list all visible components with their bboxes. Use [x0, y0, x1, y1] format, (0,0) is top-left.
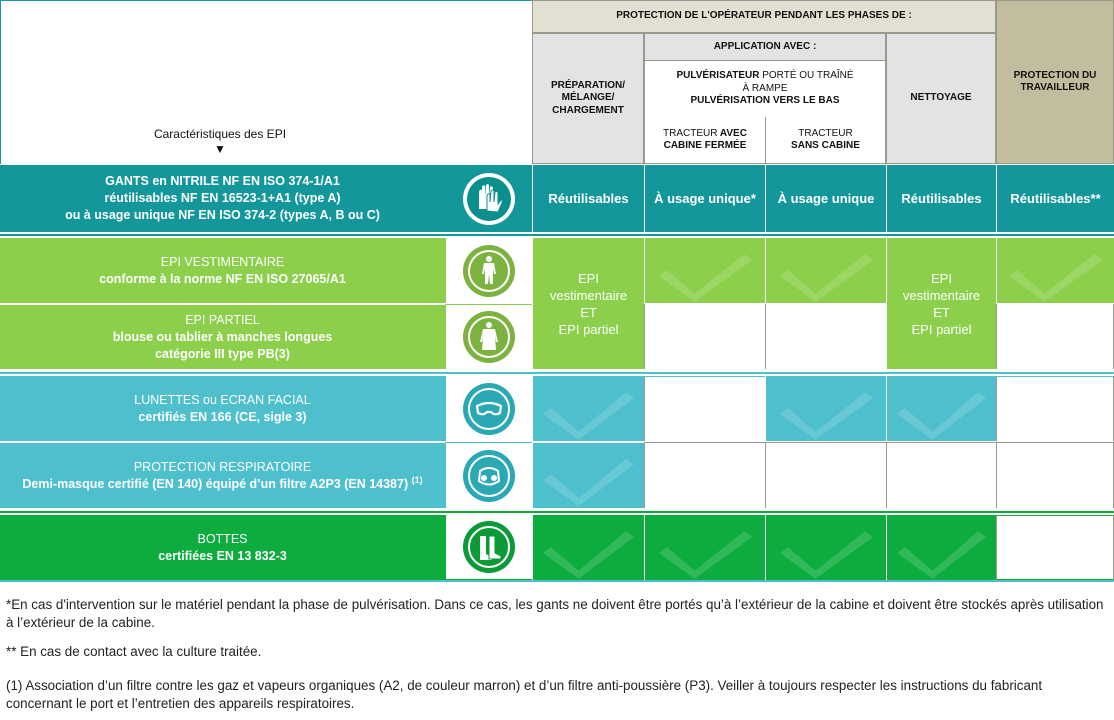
row-partiel-title: EPI PARTIEL blouse ou tablier à manches longues catégorie III type PB(3)	[0, 304, 445, 369]
separator-line	[0, 372, 1114, 374]
vestimentaire-tracteur-avec	[644, 238, 765, 303]
gants-preparation: Réutilisables	[532, 165, 644, 232]
respiratoire-tracteur-avec	[644, 442, 765, 508]
lunettes-travailleur	[996, 376, 1114, 441]
header-application-avec: APPLICATION AVEC :	[644, 33, 886, 61]
check-icon	[887, 376, 996, 441]
check-icon	[645, 515, 765, 580]
header-tracteur-sans-cabine: TRACTEUR SANS CABINE	[765, 117, 886, 164]
header-tracteur-avec-cabine: TRACTEUR AVEC CABINE FERMÉE	[644, 117, 765, 164]
partiel-tracteur-avec	[644, 304, 765, 369]
header-pulverisateur: PULVÉRISATEUR PORTÉ OU TRAÎNÉ À RAMPE PULVÉRISATION VERS LE BAS	[644, 61, 886, 117]
apron-icon	[463, 311, 515, 363]
bottes-nettoyage	[886, 515, 996, 580]
coverall-icon	[463, 245, 515, 297]
row-lunettes-icon-cell	[445, 376, 532, 441]
bottes-tracteur-avec	[644, 515, 765, 580]
check-icon	[533, 443, 644, 508]
gants-tracteur-avec: À usage unique*	[644, 165, 765, 232]
lunettes-tracteur-avec	[644, 376, 765, 441]
bottes-preparation	[532, 515, 644, 580]
row-bottes-title: BOTTES certifiées EN 13 832-3	[0, 515, 445, 580]
footnote-filtre: (1) Association d’un filtre contre les gaz et vapeurs organiques (A2, de couleur marron) et d’un filtre anti-poussière (P3). Veiller à toujours respecter les instructions du fabricant concernant le port et l’entretien des appareils respiratoires.	[6, 678, 1043, 711]
mask-icon	[463, 450, 515, 502]
header-protection-travailleur: PROTECTION DU TRAVAILLEUR	[996, 0, 1114, 164]
lunettes-tracteur-sans	[765, 376, 886, 441]
bottes-tracteur-sans	[765, 515, 886, 580]
check-icon	[533, 515, 644, 580]
header-caracteristiques: Caractéristiques des EPI ▼	[153, 127, 287, 156]
row-vestimentaire-title: EPI VESTIMENTAIRE conforme à la norme NF EN ISO 27065/A1	[0, 238, 445, 303]
epi-merged-preparation: EPI vestimentaire ET EPI partiel	[532, 238, 644, 369]
gants-tracteur-sans: À usage unique	[765, 165, 886, 232]
row-gants-title: GANTS en NITRILE NF EN ISO 374-1/A1 réutilisables NF EN 16523-1+A1 (type A) ou à usage unique NF EN ISO 374-2 (types A, B ou C)	[0, 165, 445, 232]
respiratoire-nettoyage	[886, 442, 996, 508]
partiel-tracteur-sans	[765, 304, 886, 369]
check-icon	[997, 238, 1114, 303]
lunettes-preparation	[532, 376, 644, 441]
lunettes-nettoyage	[886, 376, 996, 441]
goggles-icon	[463, 383, 515, 435]
vestimentaire-tracteur-sans	[765, 238, 886, 303]
row-partiel-icon-cell	[445, 304, 532, 369]
check-icon	[766, 376, 886, 441]
partiel-travailleur	[996, 304, 1114, 369]
check-icon	[533, 376, 644, 441]
check-icon	[766, 238, 886, 303]
bottes-travailleur	[996, 515, 1114, 580]
header-protection-operateur: PROTECTION DE L'OPÉRATEUR PENDANT LES PHASES DE :	[532, 0, 996, 33]
footnote-gants: *En cas d'intervention sur le matériel pendant la phase de pulvérisation. Dans ce cas, les gants ne doivent être portés qu’à l’extérieur de la cabine et doivent être stockés après utilisation à l’extérieur de la cabine.	[6, 597, 1104, 630]
gants-travailleur: Réutilisables**	[996, 165, 1114, 232]
separator-line	[0, 511, 1114, 513]
epi-merged-nettoyage: EPI vestimentaire ET EPI partiel	[886, 238, 996, 369]
gloves-icon	[463, 173, 515, 225]
row-vestimentaire-icon-cell	[445, 238, 532, 303]
table-bottom-line	[0, 580, 1114, 582]
check-icon	[645, 238, 765, 303]
respiratoire-travailleur	[996, 442, 1114, 508]
gants-nettoyage: Réutilisables	[886, 165, 996, 232]
row-respiratoire-title: PROTECTION RESPIRATOIRE Demi-masque certifié (EN 140) équipé d’un filtre A2P3 (EN 14387) $^{(1)}$	[0, 442, 445, 508]
check-icon	[887, 515, 996, 580]
respiratoire-preparation	[532, 442, 644, 508]
header-nettoyage: NETTOYAGE	[886, 33, 996, 164]
respiratoire-tracteur-sans	[765, 442, 886, 508]
separator-line	[0, 234, 1114, 236]
row-gants-icon-cell	[445, 165, 532, 232]
boots-icon	[463, 521, 515, 573]
vestimentaire-travailleur	[996, 238, 1114, 303]
row-bottes-icon-cell	[445, 515, 532, 580]
row-lunettes-title: LUNETTES ou ECRAN FACIAL certifiés EN 166 (CE, sigle 3)	[0, 376, 445, 441]
check-icon	[766, 515, 886, 580]
footnote-culture: ** En cas de contact avec la culture traitée.	[6, 644, 262, 659]
header-preparation: PRÉPARATION/ MÉLANGE/ CHARGEMENT	[532, 33, 644, 164]
row-respiratoire-icon-cell	[445, 442, 532, 508]
